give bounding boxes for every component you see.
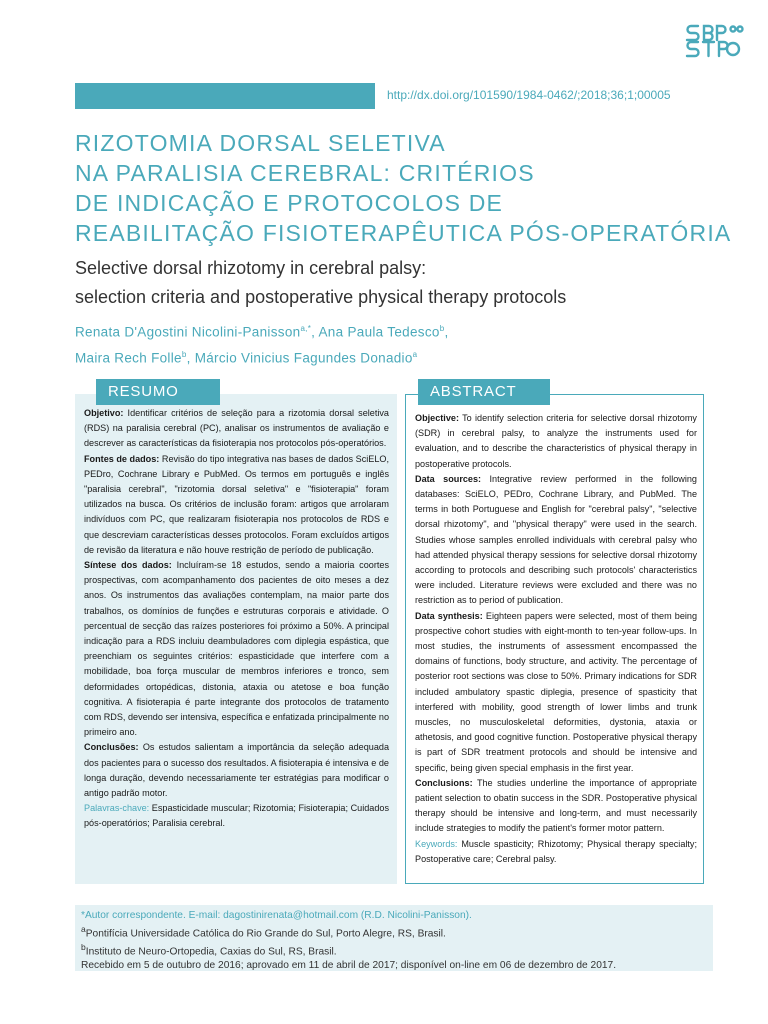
sbp-logo-icon <box>684 22 744 58</box>
author-affiliation: a <box>412 349 418 359</box>
abstract-keywords <box>415 837 697 867</box>
article-subtitle <box>75 254 566 312</box>
section-text: Revisão do tipo integrativa nas bases de dados SciELO, PEDro, Cochrane Library e PubMed. Os termos em português e inglês "paralisia cerebral", "rizotomia dorsal seletiva" e "fisioterapia" foram utilizados na busca. Os critérios de inclusão foram: artigos que arrolaram indivíduos com PC, que realizaram fisioterapia nos protocolos de RDS e que descreviam características desses protocolos. Foram excluídos artigos de revisão da literatura e não houve restrição de período de publicação. <box>84 453 389 555</box>
section-head: Conclusões: <box>84 742 139 753</box>
article-title <box>75 128 731 248</box>
author-name: Márcio Vinicius Fagundes Donadio <box>194 350 413 365</box>
abstract-label: ABSTRACT <box>418 379 550 405</box>
author-name: Maira Rech Folle <box>75 350 182 365</box>
affiliation-text: Pontifícia Universidade Católica do Rio Grande do Sul, Porto Alegre, RS, Brasil. <box>85 927 446 939</box>
section-head: Conclusions: <box>415 777 473 788</box>
keywords-label: Keywords: <box>415 838 458 849</box>
section-head: Fontes de dados: <box>84 453 160 464</box>
author-line <box>75 344 449 370</box>
section-text: Identificar critérios de seleção para a rizotomia dorsal seletiva (RDS) na paralisia cerebral (PC), analisar os instrumentos de avaliação e descrever as características da fisioterapia nos protocolos pós-operatórios. <box>84 408 389 449</box>
resumo-synthesis <box>84 558 389 740</box>
section-head: Síntese dos dados: <box>84 560 172 571</box>
author-name: Renata D'Agostini Nicolini-Panisson <box>75 324 301 340</box>
resumo-conclusions <box>84 740 389 801</box>
resumo-objective <box>84 406 389 452</box>
correspondence-note: *Autor correspondente. E-mail: dagostinirenata@hotmail.com (R.D. Nicolini-Panisson). <box>81 910 472 921</box>
affiliation-mark: a <box>81 923 86 934</box>
section-text: Eighteen papers were selected, most of them being prospective cohort studies with eight-month to ten-year follow-ups. In most studies, the instruments of assessment encompassed the domains of functions, body structure, and activity. The percentage of posterior root sections was close to 50%. Primary indications for SDR included ambulatory spastic diplegia, presence of spasticity that interfered with mobility, good strength of lower limbs and trunk muscles, no musculoskeletal deformities, dystonia, ataxia or athetosis, and good cognitive function. Postoperative physical therapy is part of SDR treatment protocols and should be intensive and specific, being given special emphasis in the first year. <box>415 610 698 773</box>
section-head: Data synthesis: <box>415 610 483 621</box>
author-separator: , <box>186 350 195 365</box>
title-line: NA PARALISIA CEREBRAL: CRITÉRIOS <box>75 160 535 186</box>
header-accent-bar <box>75 83 375 109</box>
title-line: REABILITAÇÃO FISIOTERAPÊUTICA PÓS-OPERATÓRIA <box>75 220 732 246</box>
resumo-sources <box>84 452 389 558</box>
section-text: Integrative review performed in the following databases: SciELO, PEDro, Cochrane Library, and PubMed. The terms in both Portuguese and English for "cerebral palsy", "selective dorsal rhizotomy", and "physical therapy" were used in the search. Studies whose samples enrolled individuals with cerebral palsy who had attended physical therapy sessions for selective dorsal rhizotomy according to protocols and describing such protocols' characteristics were included. Literature reviews were excluded and there was no restriction as to period of publication. <box>415 473 697 606</box>
abstract-synthesis <box>415 609 697 776</box>
affiliation-b <box>81 941 707 959</box>
abstract-box <box>405 394 704 884</box>
section-text: Os estudos salientam a importância da seleção adequada dos pacientes para o sucesso dos resultados. A fisioterapia é intensiva e de longa duração, devendo necessariamente ter estratégias para modificar o antigo padrão motor. <box>84 742 390 799</box>
article-footer <box>75 905 713 971</box>
submission-dates: Recebido em 5 de outubro de 2016; aprovado em 11 de abril de 2017; disponível on-line em 06 de dezembro de 2017. <box>81 959 617 971</box>
author-name: Ana Paula Tedesco <box>318 324 440 340</box>
affiliation-a <box>81 923 707 941</box>
author-affiliation: b <box>181 349 187 359</box>
resumo-box <box>75 394 397 884</box>
title-line: DE INDICAÇÃO E PROTOCOLOS DE <box>75 190 504 216</box>
subtitle-line: Selective dorsal rhizotomy in cerebral palsy: <box>75 258 427 278</box>
section-text: The studies underline the importance of appropriate patient selection to obatin success in the SDR. Postoperative physical therapy should be intensive and long-term, and must necessarily include strategies to modify the patient's former motor pattern. <box>415 777 697 834</box>
abstract-objective <box>415 411 697 472</box>
abstract-sources <box>415 472 697 609</box>
doi-link[interactable]: http://dx.doi.org/101590/1984-0462/;2018;36;1;00005 <box>387 88 671 102</box>
section-text: Incluíram-se 18 estudos, sendo a maioria coortes prospectivas, com acompanhamento dos pacientes de oito meses a dez anos. Os instrumentos das avaliações contemplam, na maior parte dos trabalhos, os domínios de funções e estruturas corporais e atividade. O percentual de secção das raízes posteriores foi próximo a 50%. A principal indicação para a RDS incluiu deambuladores com diplegia espástica, que preenchiam os seguintes critérios: espasticidade que interfere com a mobilidade, boa força muscular de membros inferiores e tronco, sem deformidades ortopédicas, distonia, ataxia ou atetose e boa função cognitiva. A fisioterapia é parte integrante dos protocolos de tratamento com RDS, devendo ser intensiva, específica e enfatizada principalmente no primeiro ano. <box>84 560 389 738</box>
section-head: Objective: <box>415 413 459 423</box>
author-line <box>75 318 449 344</box>
keywords-label: Palavras-chave: <box>84 803 150 814</box>
resumo-keywords <box>84 801 389 831</box>
author-affiliation: a,* <box>300 324 312 333</box>
author-affiliation: b <box>439 324 445 333</box>
keywords-text: Muscle spasticity; Rhizotomy; Physical therapy specialty; Postoperative care; Cerebral palsy. <box>415 838 697 864</box>
abstract-conclusions <box>415 776 697 837</box>
keywords-text: Espasticidade muscular; Rizotomia; Fisioterapia; Cuidados pós-operatórios; Paralisia cerebral. <box>84 803 389 829</box>
section-head: Objetivo: <box>84 408 124 418</box>
affiliation-mark: b <box>81 941 86 952</box>
title-line: RIZOTOMIA DORSAL SELETIVA <box>75 130 446 156</box>
subtitle-line: selection criteria and postoperative physical therapy protocols <box>75 287 567 307</box>
author-separator: , <box>444 324 449 340</box>
author-separator: , <box>311 324 319 340</box>
resumo-label: RESUMO <box>96 379 220 405</box>
section-head: Data sources: <box>415 473 482 484</box>
author-list <box>75 318 449 369</box>
affiliation-text: Instituto de Neuro-Ortopedia, Caxias do Sul, RS, Brasil. <box>85 945 337 957</box>
section-text: To identify selection criteria for selective dorsal rhizotomy (SDR) in cerebral palsy, to analyze the instruments used for evaluation, and to describe the characteristics of physical therapy in postoperative protocols. <box>415 413 697 469</box>
